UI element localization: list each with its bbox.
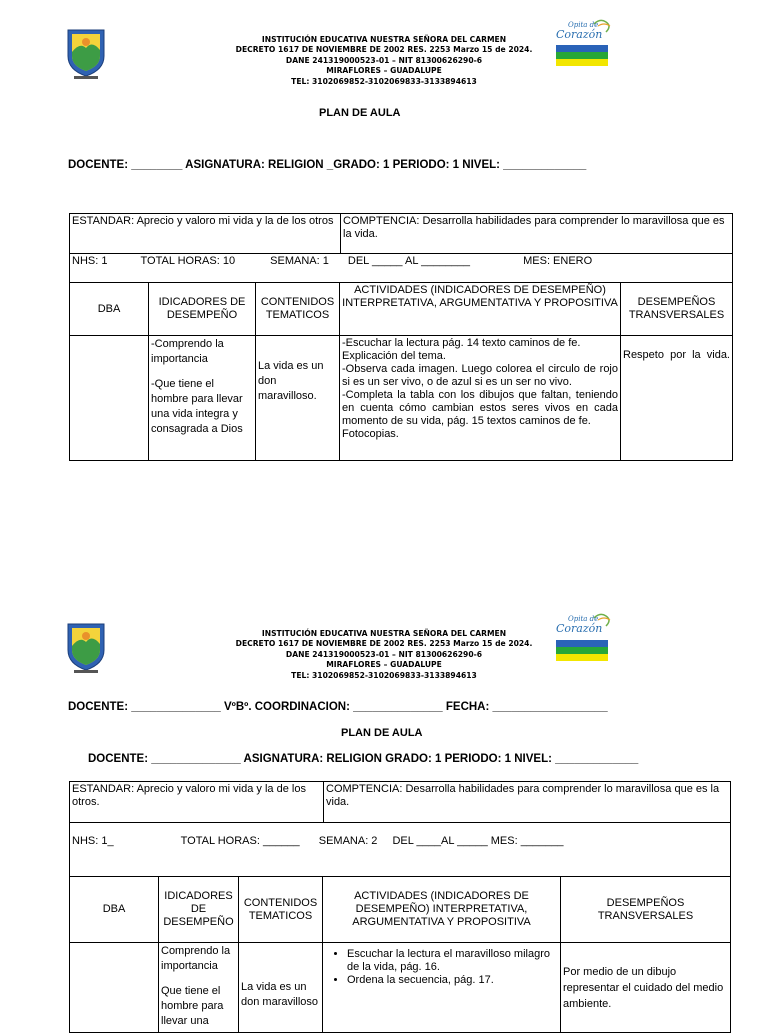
page2-header-actividades: ACTIVIDADES (INDICADORES DE DESEMPEÑO) INTERPRETATIVA, ARGUMENTATIVA Y PROPOSITIVA [323, 877, 561, 943]
page2-indicador-2: Que tiene el hombre para llevar una [161, 985, 224, 1027]
institution-place: MIRAFLORES – GUADALUPE [326, 66, 442, 76]
page2-actividades-list [325, 948, 558, 987]
page2-header-transversales: DESEMPEÑOS TRANSVERSALES [561, 877, 731, 943]
page2-actividades-cell [323, 943, 561, 1033]
page1-actividad-2: Explicación del tema. [342, 350, 446, 362]
flag-stripe-yellow-2 [556, 654, 608, 661]
page1-del-al: DEL _____ AL ________ [347, 255, 471, 267]
svg-text:Opita de: Opita de [568, 615, 599, 623]
page2-total-horas: TOTAL HORAS: ______ [180, 835, 300, 847]
page2-competencia: COMPTENCIA: Desarrolla habilidades para comprender lo maravillosa que es la vida. [324, 782, 731, 823]
page2-contenidos-cell [239, 943, 323, 1033]
institution-phone-2: TEL: 3102069852-3102069833-3133894613 [291, 670, 477, 680]
page1-competencia: COMPTENCIA: Desarrolla habilidades para comprender lo maravillosa que es la vida. [341, 214, 733, 254]
svg-text:Opita de: Opita de [568, 21, 599, 29]
page2-estandar: ESTANDAR: Aprecio y valoro mi vida y la de los otros. [70, 782, 324, 823]
institution-place-2: MIRAFLORES – GUADALUPE [326, 660, 442, 670]
opita-brand-logo [554, 18, 616, 70]
page2-header-contenidos: CONTENIDOS TEMATICOS [239, 877, 323, 943]
page1-plan-table [69, 282, 733, 461]
page2-info-line: DOCENTE: ______________ ASIGNATURA: RELIGION GRADO: 1 PERIODO: 1 NIVEL: _____________ [88, 753, 639, 765]
page1-header-actividades: ACTIVIDADES (INDICADORES DE DESEMPEÑO) INTERPRETATIVA, ARGUMENTATIVA Y PROPOSITIVA [340, 283, 621, 336]
flag-stripe-yellow [556, 59, 608, 66]
svg-text:Corazón: Corazón [556, 622, 603, 635]
page1-mes: MES: ENERO [523, 255, 593, 267]
institution-header-2 [200, 629, 568, 681]
page2-plan-table [69, 876, 731, 1033]
institution-header [200, 35, 568, 87]
page1-actividad-3: -Observa cada imagen. Luego colorea el circulo de rojo si es un ser vivo, o de azul si es un ser no vivo. [342, 363, 618, 388]
page2-hours-row [70, 823, 731, 877]
page2-dba-cell [70, 943, 159, 1033]
page1-indicador-1: -Comprendo la importancia [151, 338, 224, 365]
page2-semana: SEMANA: 2 [318, 835, 378, 847]
page2-actividad-1: • Escuchar la lectura el maravilloso milagro de la vida, pág. 16. [347, 948, 558, 974]
page2-del-al-mes: DEL ____AL _____ MES: _______ [392, 835, 564, 847]
page1-header-contenidos: CONTENIDOS TEMATICOS [256, 283, 340, 336]
page1-transversales-cell [621, 336, 733, 461]
flag-stripe-blue-2 [556, 640, 608, 647]
institution-name: INSTITUCIÓN EDUCATIVA NUESTRA SEÑORA DEL CARMEN [261, 35, 507, 44]
page2-header-indicadores: IDICADORES DE DESEMPEÑO [159, 877, 239, 943]
page1-info-line: DOCENTE: ________ ASIGNATURA: RELIGION _GRADO: 1 PERIODO: 1 NIVEL: _____________ [68, 159, 587, 171]
page2-header-dba: DBA [70, 877, 159, 943]
page1-header-dba: DBA [70, 283, 149, 336]
page1-indicadores-cell [149, 336, 256, 461]
page2-transversales-cell [561, 943, 731, 1033]
institution-decree-2: DECRETO 1617 DE NOVIEMBRE DE 2002 RES. 2253 Marzo 15 de 2024. [235, 639, 533, 649]
page1-title: PLAN DE AULA [319, 107, 401, 119]
page2-indicador-1: Comprendo la importancia [161, 945, 231, 972]
page1-actividad-4: -Completa la tabla con los dibujos que faltan, teniendo en cuenta cómo cambian estos seres vivos en cada momento de su vida, pág. 15 textos caminos de fe. [342, 389, 618, 427]
page2-contenido-text: La vida es un don maravilloso [241, 981, 319, 1008]
page1-transversal-text: Respeto por la vida. [623, 349, 730, 361]
page1-semana: SEMANA: 1 [270, 255, 329, 267]
page1-header-transversales: DESEMPEÑOS TRANSVERSALES [621, 283, 733, 336]
opita-brand-logo-2 [554, 612, 616, 664]
page2-actividad-2: • Ordena la secuencia, pág. 17. [347, 974, 558, 987]
page2-nhs: NHS: 1_ [72, 835, 114, 847]
institution-decree: DECRETO 1617 DE NOVIEMBRE DE 2002 RES. 2253 Marzo 15 de 2024. [235, 45, 533, 55]
flag-stripe-green-2 [556, 647, 608, 654]
flag-stripe-blue [556, 45, 608, 52]
page2-top-table [69, 781, 731, 877]
svg-text:Corazón: Corazón [556, 28, 603, 41]
page1-nhs: NHS: 1 [72, 255, 108, 267]
page1-estandar: ESTANDAR: Aprecio y valoro mi vida y la de los otros [70, 214, 341, 254]
page1-dba-cell [70, 336, 149, 461]
page1-header-indicadores: IDICADORES DE DESEMPEÑO [149, 283, 256, 336]
page1-actividades-cell [340, 336, 621, 461]
page1-total-horas: TOTAL HORAS: 10 [140, 255, 236, 267]
page1-hours-row [70, 254, 733, 283]
school-crest-logo-2 [64, 620, 108, 676]
page2-coord-line: DOCENTE: ______________ VºBº. COORDINACION: ______________ FECHA: __________________ [68, 701, 608, 713]
institution-phone: TEL: 3102069852-3102069833-3133894613 [291, 76, 477, 86]
page2-transversal-text: Por medio de un dibujo representar el cuidado del medio ambiente. [563, 966, 724, 1010]
school-crest-logo [64, 26, 108, 82]
page2-title: PLAN DE AULA [341, 727, 423, 739]
page1-actividad-5: Fotocopias. [342, 428, 399, 440]
page2-indicadores-cell [159, 943, 239, 1033]
page1-actividad-1: -Escuchar la lectura pág. 14 texto caminos de fe. [342, 337, 581, 349]
flag-stripe-green [556, 52, 608, 59]
page1-indicador-2: -Que tiene el hombre para llevar una vida integra y consagrada a Dios [151, 378, 243, 435]
page1-top-table [69, 213, 733, 283]
institution-name-2: INSTITUCIÓN EDUCATIVA NUESTRA SEÑORA DEL CARMEN [261, 629, 507, 638]
page1-contenidos-cell [256, 336, 340, 461]
institution-dane-2: DANE 241319000523-01 – NIT 81300626290-6 [285, 649, 483, 659]
institution-dane: DANE 241319000523-01 – NIT 81300626290-6 [285, 55, 483, 65]
page1-contenido-text: La vida es un don maravilloso. [258, 360, 324, 402]
